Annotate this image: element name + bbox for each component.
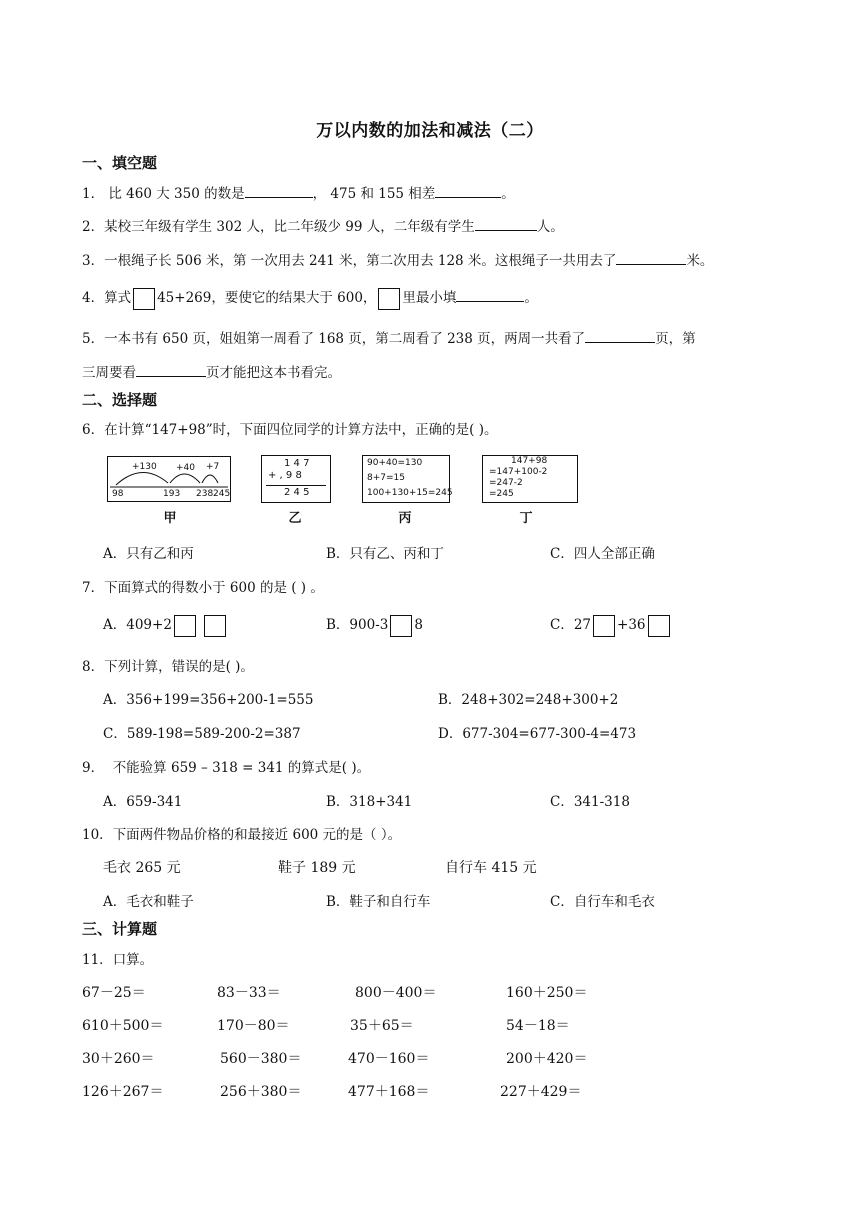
question-number: 2． xyxy=(82,219,105,235)
question-text: 下面两件物品价格的和最接近 600 元的是（ ）。 xyxy=(112,827,402,843)
digit-box[interactable] xyxy=(390,615,412,637)
jump-label: +40 xyxy=(176,463,195,473)
question-text: 算式 xyxy=(104,290,132,306)
digit-box[interactable] xyxy=(593,615,615,637)
figure-bing xyxy=(362,455,453,503)
q10-option-b[interactable]: B．鞋子和自行车 xyxy=(326,894,431,910)
calc-line: 100+130+15=245 xyxy=(367,488,453,498)
question-text: 页才能把这本书看完。 xyxy=(206,365,341,381)
question-number: 5． xyxy=(82,331,105,347)
oral-calc-item: 560－380＝ xyxy=(220,1051,302,1067)
section-heading-calculation: 三、计算题 xyxy=(82,920,158,938)
figure-label-ding: 丁 xyxy=(519,511,533,526)
oral-calc-item: 35＋65＝ xyxy=(350,1018,414,1034)
digit-box[interactable] xyxy=(174,615,196,637)
answer-blank[interactable] xyxy=(616,250,686,265)
tick-number: 193 xyxy=(163,489,181,499)
question-text: 。 xyxy=(524,290,538,306)
question-10 xyxy=(82,823,401,843)
q7-option-b[interactable] xyxy=(326,613,423,637)
question-text: 45+269，要使它的结果大于 600， xyxy=(157,290,377,306)
oral-calc-item: 67－25＝ xyxy=(82,985,146,1001)
oral-calc-item: 610＋500＝ xyxy=(82,1018,164,1034)
question-number: 3． xyxy=(82,253,105,269)
question-number: 1． xyxy=(82,186,105,202)
question-number: 4． xyxy=(82,290,105,306)
oral-calc-item: 227＋429＝ xyxy=(500,1084,582,1100)
question-text: 一根绳子长 506 米，第 一次用去 241 米，第二次用去 128 米。这根绳子一共用去了 xyxy=(104,253,617,269)
section-heading-choice: 二、选择题 xyxy=(82,391,158,409)
q10-option-a[interactable]: A．毛衣和鞋子 xyxy=(103,894,194,910)
question-text: 某校三年级有学生 302 人，比二年级少 99 人，二年级有学生 xyxy=(104,219,475,235)
option-text: C．27 xyxy=(550,617,592,633)
q8-option-d[interactable]: D．677-304=677-300-4=473 xyxy=(438,726,637,742)
answer-blank[interactable] xyxy=(585,328,655,343)
jump-label: +7 xyxy=(206,462,220,472)
question-text: 页，第 xyxy=(655,331,696,347)
oral-calc-item: 256＋380＝ xyxy=(220,1084,302,1100)
tick-number: 98 xyxy=(112,489,124,499)
oral-calc-item: 83－33＝ xyxy=(217,985,281,1001)
q6-option-b[interactable]: B．只有乙、丙和丁 xyxy=(326,546,444,562)
oral-calc-item: 30＋260＝ xyxy=(82,1051,155,1067)
vertical-calc-row: 1 4 7 xyxy=(284,458,310,469)
oral-calc-item: 170－80＝ xyxy=(217,1018,290,1034)
figure-label-bing: 丙 xyxy=(398,511,412,526)
question-5-line-2 xyxy=(82,361,341,381)
figure-label-jia: 甲 xyxy=(163,511,177,526)
question-8 xyxy=(82,655,254,675)
question-number: 8． xyxy=(82,659,105,675)
question-number: 10． xyxy=(82,827,113,843)
calc-line: 8+7=15 xyxy=(367,473,405,483)
question-text: 人。 xyxy=(536,219,564,235)
question-3 xyxy=(82,249,713,269)
oral-calc-item: 160＋250＝ xyxy=(506,985,588,1001)
item-shoes: 鞋子 189 元 xyxy=(278,860,356,876)
oral-calc-item: 477＋168＝ xyxy=(348,1084,430,1100)
question-text: 。 xyxy=(501,186,515,202)
q9-option-b[interactable]: B．318+341 xyxy=(326,794,413,810)
tick-number: 245 xyxy=(213,489,231,499)
option-text: +36 xyxy=(617,617,646,633)
q9-option-a[interactable]: A．659-341 xyxy=(103,794,183,810)
section-heading-fill-blank: 一、填空题 xyxy=(82,154,158,172)
question-text: 比 460 大 350 的数是 xyxy=(108,186,245,202)
question-6 xyxy=(82,418,497,438)
q7-option-a[interactable] xyxy=(103,613,228,637)
question-text: 里最小填 xyxy=(402,290,457,306)
q9-option-c[interactable]: C．341-318 xyxy=(550,794,630,810)
question-7 xyxy=(82,576,324,596)
q8-option-c[interactable]: C．589-198=589-200-2=387 xyxy=(103,726,301,742)
answer-blank[interactable] xyxy=(435,183,501,198)
page-title: 万以内数的加法和减法（二） xyxy=(316,121,544,141)
question-number: 9． xyxy=(82,760,105,776)
question-text: 一本书有 650 页，姐姐第一周看了 168 页，第二周看了 238 页，两周一共看了 xyxy=(104,331,586,347)
jump-label: +130 xyxy=(132,462,157,472)
question-4 xyxy=(82,286,538,310)
calc-line: =245 xyxy=(489,489,514,499)
figure-jia xyxy=(107,456,231,502)
figure-ding xyxy=(482,455,578,503)
calc-line: 90+40=130 xyxy=(367,458,423,468)
question-text: 口算。 xyxy=(112,952,154,968)
question-2 xyxy=(82,215,564,235)
question-text: 米。 xyxy=(686,253,714,269)
digit-box[interactable] xyxy=(648,615,670,637)
figure-label-yi: 乙 xyxy=(288,511,302,526)
item-bicycle: 自行车 415 元 xyxy=(445,860,537,876)
q6-option-c[interactable]: C．四人全部正确 xyxy=(550,546,655,562)
calc-line: 147+98 xyxy=(511,456,548,466)
answer-blank[interactable] xyxy=(475,216,537,231)
q8-option-b[interactable]: B．248+302=248+300+2 xyxy=(438,692,619,708)
digit-box[interactable] xyxy=(204,615,226,637)
question-text: ， 475 和 155 相差 xyxy=(312,186,436,202)
option-text: B．900-3 xyxy=(326,617,389,633)
q6-option-a[interactable]: A．只有乙和丙 xyxy=(103,546,194,562)
question-text: 在计算“147+98”时，下面四位同学的计算方法中，正确的是( )。 xyxy=(104,422,498,438)
answer-blank[interactable] xyxy=(136,362,206,377)
oral-calc-item: 54－18＝ xyxy=(506,1018,570,1034)
calc-line: =147+100-2 xyxy=(489,467,548,477)
question-text: 下面算式的得数小于 600 的是 ( ) 。 xyxy=(104,580,324,596)
question-text: 下列计算，错误的是( )。 xyxy=(104,659,254,675)
q8-option-a[interactable]: A．356+199=356+200-1=555 xyxy=(103,692,314,708)
oral-calc-item: 126＋267＝ xyxy=(82,1084,164,1100)
question-number: 7． xyxy=(82,580,105,596)
q10-option-c[interactable]: C．自行车和毛衣 xyxy=(550,894,655,910)
question-number: 11． xyxy=(82,952,113,968)
option-text: 8 xyxy=(414,617,423,633)
question-5-line-1 xyxy=(82,327,696,347)
tick-number: 238 xyxy=(196,489,214,499)
question-1 xyxy=(82,182,515,202)
question-11 xyxy=(82,948,153,968)
q7-option-c[interactable] xyxy=(550,613,672,637)
vertical-calc-row: + , 9 8 xyxy=(268,470,302,481)
oral-calc-item: 200＋420＝ xyxy=(506,1051,588,1067)
calc-line: =247-2 xyxy=(489,478,523,488)
question-text: 不能验算 659 – 318 = 341 的算式是( )。 xyxy=(112,760,371,776)
answer-box[interactable] xyxy=(378,288,400,310)
oral-calc-item: 800－400＝ xyxy=(355,985,437,1001)
question-text: 三周要看 xyxy=(82,365,136,381)
figure-yi xyxy=(261,455,331,503)
question-number: 6． xyxy=(82,422,105,438)
vertical-calc-row: 2 4 5 xyxy=(284,487,310,498)
item-sweater: 毛衣 265 元 xyxy=(103,860,181,876)
oral-calc-item: 470－160＝ xyxy=(348,1051,430,1067)
answer-box[interactable] xyxy=(133,288,155,310)
question-9 xyxy=(82,756,370,776)
answer-blank[interactable] xyxy=(245,183,313,198)
answer-blank[interactable] xyxy=(456,287,524,302)
option-text: A．409+2 xyxy=(103,617,172,633)
